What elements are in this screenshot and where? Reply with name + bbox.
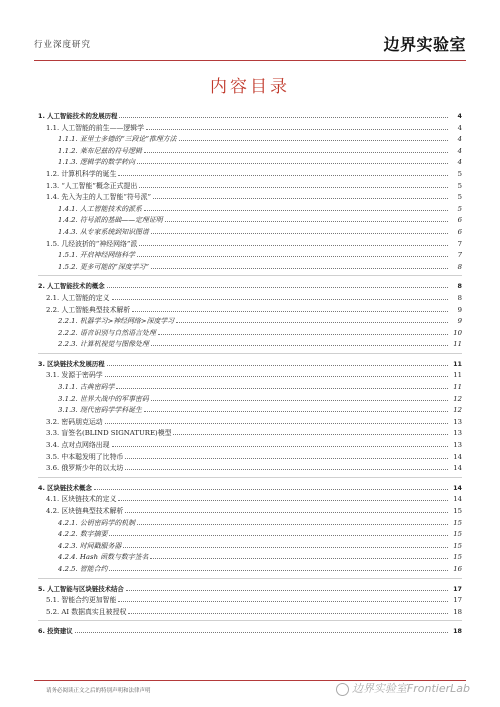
toc-entry[interactable] bbox=[38, 203, 462, 215]
dot-leader bbox=[176, 315, 448, 323]
dot-leader bbox=[118, 168, 448, 176]
toc-entry-label: 4.2. 区块链典型技术解析 bbox=[46, 507, 124, 515]
toc-entry-page: 17 bbox=[453, 584, 462, 593]
toc-entry-label: 1.1. 人工智能的前生——逻辑学 bbox=[46, 123, 145, 132]
toc-entry-label: 4. 区块链技术概念 bbox=[38, 483, 92, 492]
section-separator bbox=[38, 578, 462, 579]
toc-entry[interactable] bbox=[38, 156, 462, 168]
toc-entry-label: 1.1.2. 莱布尼兹的符号逻辑 bbox=[58, 146, 142, 155]
toc-entry-page: 8 bbox=[457, 262, 462, 271]
toc-entry-page: 11 bbox=[453, 340, 462, 349]
toc-entry-page: 14 bbox=[453, 452, 462, 461]
page-title: 内容目录 bbox=[210, 77, 290, 97]
toc-entry-label: 2.2. 人工智能典型技术解析 bbox=[46, 305, 131, 314]
section-separator bbox=[38, 477, 462, 478]
dot-leader bbox=[165, 214, 448, 222]
report-category: 行业深度研究 bbox=[34, 40, 92, 50]
toc-entry-label: 3.2. 密码朋克运动 bbox=[46, 417, 103, 426]
toc-entry-label: 3.3. 盲签名(BLIND SIGNATURE)模型 bbox=[46, 429, 172, 438]
dot-leader bbox=[150, 551, 448, 559]
toc-entry-page: 13 bbox=[453, 429, 462, 438]
toc-entry-label: 4.2.1. 公钥密码学的机制 bbox=[58, 518, 136, 527]
toc-entry[interactable] bbox=[38, 528, 462, 540]
dot-leader bbox=[137, 517, 448, 525]
section-separator bbox=[38, 353, 462, 354]
dot-leader bbox=[118, 594, 448, 602]
toc-entry[interactable] bbox=[38, 292, 462, 304]
toc-entry-label: 3.6. 俄罗斯少年的以太坊 bbox=[46, 464, 124, 473]
toc-entry[interactable] bbox=[38, 110, 462, 122]
toc-entry-page: 10 bbox=[453, 328, 462, 337]
dot-leader bbox=[105, 416, 448, 424]
section-separator bbox=[38, 275, 462, 276]
toc-entry-label: 4.2.5. 智能合约 bbox=[58, 564, 108, 573]
toc-entry-page: 15 bbox=[453, 541, 462, 550]
toc-entry[interactable] bbox=[38, 583, 462, 595]
dot-leader bbox=[119, 110, 448, 118]
dot-leader bbox=[151, 393, 448, 401]
dot-leader bbox=[132, 304, 448, 312]
toc-entry[interactable] bbox=[38, 327, 462, 339]
toc-entry-label: 2.2.2. 语音识别与自然语言处理 bbox=[58, 328, 156, 337]
dot-leader bbox=[116, 381, 448, 389]
toc-entry-page: 4 bbox=[457, 146, 462, 155]
toc-entry-label: 1.2. 计算机科学的诞生 bbox=[46, 169, 117, 178]
toc-entry-page: 14 bbox=[453, 483, 462, 492]
table-of-contents bbox=[38, 110, 462, 637]
dot-leader bbox=[118, 493, 448, 501]
toc-entry[interactable] bbox=[38, 427, 462, 439]
toc-entry[interactable] bbox=[38, 280, 462, 292]
toc-entry-page: 12 bbox=[453, 406, 462, 415]
toc-entry[interactable] bbox=[38, 462, 462, 474]
toc-entry-page: 13 bbox=[453, 417, 462, 426]
dot-leader bbox=[123, 540, 448, 548]
dot-leader bbox=[139, 180, 448, 188]
dot-leader bbox=[125, 451, 448, 459]
toc-entry-page: 12 bbox=[453, 394, 462, 403]
toc-entry-label: 1.1.1. 亚里士多德的“三段论”推理方法 bbox=[58, 135, 177, 144]
toc-entry-page: 6 bbox=[457, 216, 462, 225]
toc-entry-label: 2.1. 人工智能的定义 bbox=[46, 293, 110, 302]
toc-entry[interactable] bbox=[38, 238, 462, 250]
page-header bbox=[34, 30, 466, 58]
toc-entry-page: 15 bbox=[453, 507, 462, 515]
toc-entry[interactable] bbox=[38, 369, 462, 381]
toc-entry[interactable] bbox=[38, 393, 462, 405]
section-separator bbox=[38, 620, 462, 621]
toc-entry-page: 4 bbox=[457, 158, 462, 167]
toc-entry-page: 6 bbox=[457, 227, 462, 236]
dot-leader bbox=[107, 358, 448, 366]
toc-entry[interactable] bbox=[38, 304, 462, 316]
toc-entry-label: 2. 人工智能技术的概念 bbox=[38, 282, 105, 291]
toc-entry[interactable] bbox=[38, 381, 462, 393]
toc-entry[interactable] bbox=[38, 451, 462, 463]
dot-leader bbox=[151, 226, 448, 234]
toc-entry-label: 3.1. 发源于密码学 bbox=[46, 371, 103, 380]
toc-entry-label: 3.1.2. 世界大战中的军事密码 bbox=[58, 394, 149, 403]
toc-entry-page: 17 bbox=[453, 596, 462, 605]
toc-entry-label: 3.5. 中本聪发明了比特币 bbox=[46, 452, 124, 461]
toc-entry-page: 5 bbox=[457, 193, 462, 202]
toc-entry-label: 1.4.1. 人工智能技术的派系 bbox=[58, 204, 142, 213]
toc-entry[interactable] bbox=[38, 358, 462, 370]
toc-entry-label: 4.2.2. 数字摘要 bbox=[58, 530, 108, 539]
watermark bbox=[336, 680, 470, 696]
toc-entry[interactable] bbox=[38, 482, 462, 494]
toc-entry-page: 7 bbox=[457, 251, 462, 260]
dot-leader bbox=[144, 145, 448, 153]
dot-leader bbox=[173, 427, 448, 435]
toc-entry-label: 3.1.3. 现代密码学学科诞生 bbox=[58, 406, 142, 415]
toc-entry[interactable] bbox=[38, 517, 462, 529]
toc-entry-page: 15 bbox=[453, 530, 462, 539]
toc-entry-label: 5.2. AI 数据真实且被授权 bbox=[46, 607, 127, 616]
toc-entry-page: 11 bbox=[453, 383, 462, 392]
toc-entry-page: 15 bbox=[453, 518, 462, 527]
toc-entry-label: 1.5.1. 开启神经网络科学 bbox=[58, 251, 136, 260]
dot-leader bbox=[137, 249, 448, 257]
toc-entry-page: 5 bbox=[457, 181, 462, 190]
toc-entry[interactable] bbox=[38, 122, 462, 134]
toc-entry-label: 1.5.2. 更多可能的“深度学习” bbox=[58, 262, 149, 271]
toc-entry-label: 6. 投资建议 bbox=[38, 627, 73, 636]
dot-leader bbox=[179, 133, 448, 141]
toc-entry-label: 1.1.3. 逻辑学的数学转向 bbox=[58, 158, 136, 167]
toc-entry[interactable] bbox=[38, 540, 462, 552]
toc-entry[interactable] bbox=[38, 594, 462, 606]
toc-entry-label: 1.4.3. 从专家系统到知识图谱 bbox=[58, 227, 149, 236]
toc-entry-page: 9 bbox=[457, 317, 462, 326]
toc-entry-page: 15 bbox=[453, 553, 462, 562]
toc-entry-page: 11 bbox=[453, 359, 462, 368]
toc-entry[interactable] bbox=[38, 563, 462, 575]
toc-entry-page: 4 bbox=[457, 123, 462, 132]
toc-entry[interactable] bbox=[38, 214, 462, 226]
toc-entry[interactable] bbox=[38, 625, 462, 637]
toc-entry-page: 7 bbox=[457, 239, 462, 248]
brand-logo: 边界实验室 bbox=[383, 35, 466, 54]
dot-leader bbox=[144, 404, 448, 412]
dot-leader bbox=[153, 191, 448, 199]
toc-entry[interactable] bbox=[38, 261, 462, 273]
toc-entry-label: 1.4. 先入为主的人工智能“符号派” bbox=[46, 193, 152, 202]
dot-leader bbox=[137, 156, 448, 164]
dot-leader bbox=[139, 238, 448, 246]
toc-entry[interactable] bbox=[38, 180, 462, 192]
toc-entry-page: 4 bbox=[457, 135, 462, 144]
toc-entry-page: 8 bbox=[457, 293, 462, 302]
toc-entry-label: 5. 人工智能与区块链技术结合 bbox=[38, 584, 124, 593]
toc-entry-label: 2.2.3. 计算机视觉与图像处理 bbox=[58, 340, 149, 349]
toc-entry-label: 3.1.1. 古典密码学 bbox=[58, 383, 115, 392]
dot-leader bbox=[94, 482, 448, 490]
dot-leader bbox=[144, 203, 448, 211]
wechat-icon bbox=[336, 683, 349, 696]
toc-entry-label: 1.4.2. 符号派的基础——定理证明 bbox=[58, 216, 163, 225]
header-divider bbox=[34, 60, 466, 61]
dot-leader bbox=[128, 606, 448, 614]
toc-entry[interactable] bbox=[38, 404, 462, 416]
dot-leader bbox=[105, 369, 448, 377]
toc-entry[interactable] bbox=[38, 315, 462, 327]
toc-entry-page: 9 bbox=[457, 305, 462, 314]
toc-entry[interactable] bbox=[38, 133, 462, 145]
toc-entry-page: 13 bbox=[453, 441, 462, 450]
toc-entry-page: 14 bbox=[453, 495, 462, 504]
dot-leader bbox=[107, 280, 448, 288]
toc-entry-label: 4.1. 区块链技术的定义 bbox=[46, 495, 117, 504]
toc-entry[interactable] bbox=[38, 226, 462, 238]
dot-leader bbox=[109, 563, 448, 571]
toc-entry-page: 8 bbox=[457, 282, 462, 291]
toc-entry[interactable] bbox=[38, 439, 462, 451]
toc-entry-page: 18 bbox=[453, 607, 462, 616]
dot-leader bbox=[151, 338, 448, 346]
toc-entry-label: 1.3. “人工智能”概念正式提出 bbox=[46, 181, 138, 190]
toc-entry-label: 5.1. 智能合约更加智能 bbox=[46, 596, 117, 605]
toc-entry[interactable] bbox=[38, 168, 462, 180]
dot-leader bbox=[75, 625, 448, 633]
toc-entry[interactable] bbox=[38, 145, 462, 157]
toc-entry[interactable] bbox=[38, 505, 462, 517]
toc-entry[interactable] bbox=[38, 191, 462, 203]
dot-leader bbox=[158, 327, 448, 335]
toc-entry[interactable] bbox=[38, 606, 462, 618]
toc-entry-label: 1. 人工智能技术的发展历程 bbox=[38, 112, 118, 120]
toc-entry-page: 5 bbox=[457, 169, 462, 178]
toc-entry-label: 2.2.1. 机器学习>神经网络>深度学习 bbox=[58, 317, 175, 326]
toc-entry[interactable] bbox=[38, 551, 462, 563]
toc-entry-label: 3. 区块链技术发展历程 bbox=[38, 359, 105, 368]
dot-leader bbox=[151, 261, 448, 269]
dot-leader bbox=[109, 528, 448, 536]
toc-entry-page: 16 bbox=[453, 564, 462, 573]
toc-entry[interactable] bbox=[38, 416, 462, 428]
toc-entry[interactable] bbox=[38, 493, 462, 505]
dot-leader bbox=[112, 439, 448, 447]
toc-entry-page: 11 bbox=[453, 371, 462, 380]
toc-entry-page: 14 bbox=[453, 464, 462, 473]
dot-leader bbox=[112, 292, 448, 300]
dot-leader bbox=[125, 462, 448, 470]
toc-entry-page: 18 bbox=[453, 627, 462, 636]
toc-entry[interactable] bbox=[38, 249, 462, 261]
toc-entry-page: 4 bbox=[457, 112, 462, 120]
dot-leader bbox=[146, 122, 448, 130]
toc-entry[interactable] bbox=[38, 338, 462, 350]
toc-entry-label: 1.5. 几经波折的“神经网络”派 bbox=[46, 239, 138, 248]
watermark-text: 边界实验室FrontierLab bbox=[351, 682, 470, 695]
toc-entry-label: 4.2.3. 时间戳服务器 bbox=[58, 541, 122, 550]
toc-entry-label: 3.4. 点对点网络出现 bbox=[46, 441, 110, 450]
dot-leader bbox=[125, 505, 448, 513]
dot-leader bbox=[126, 583, 448, 591]
footer-disclaimer: 请务必阅读正文之后的特别声明和法律声明 bbox=[46, 688, 151, 694]
toc-entry-label: 4.2.4. Hash 函数与数字签名 bbox=[58, 553, 149, 562]
toc-entry-page: 5 bbox=[457, 204, 462, 213]
